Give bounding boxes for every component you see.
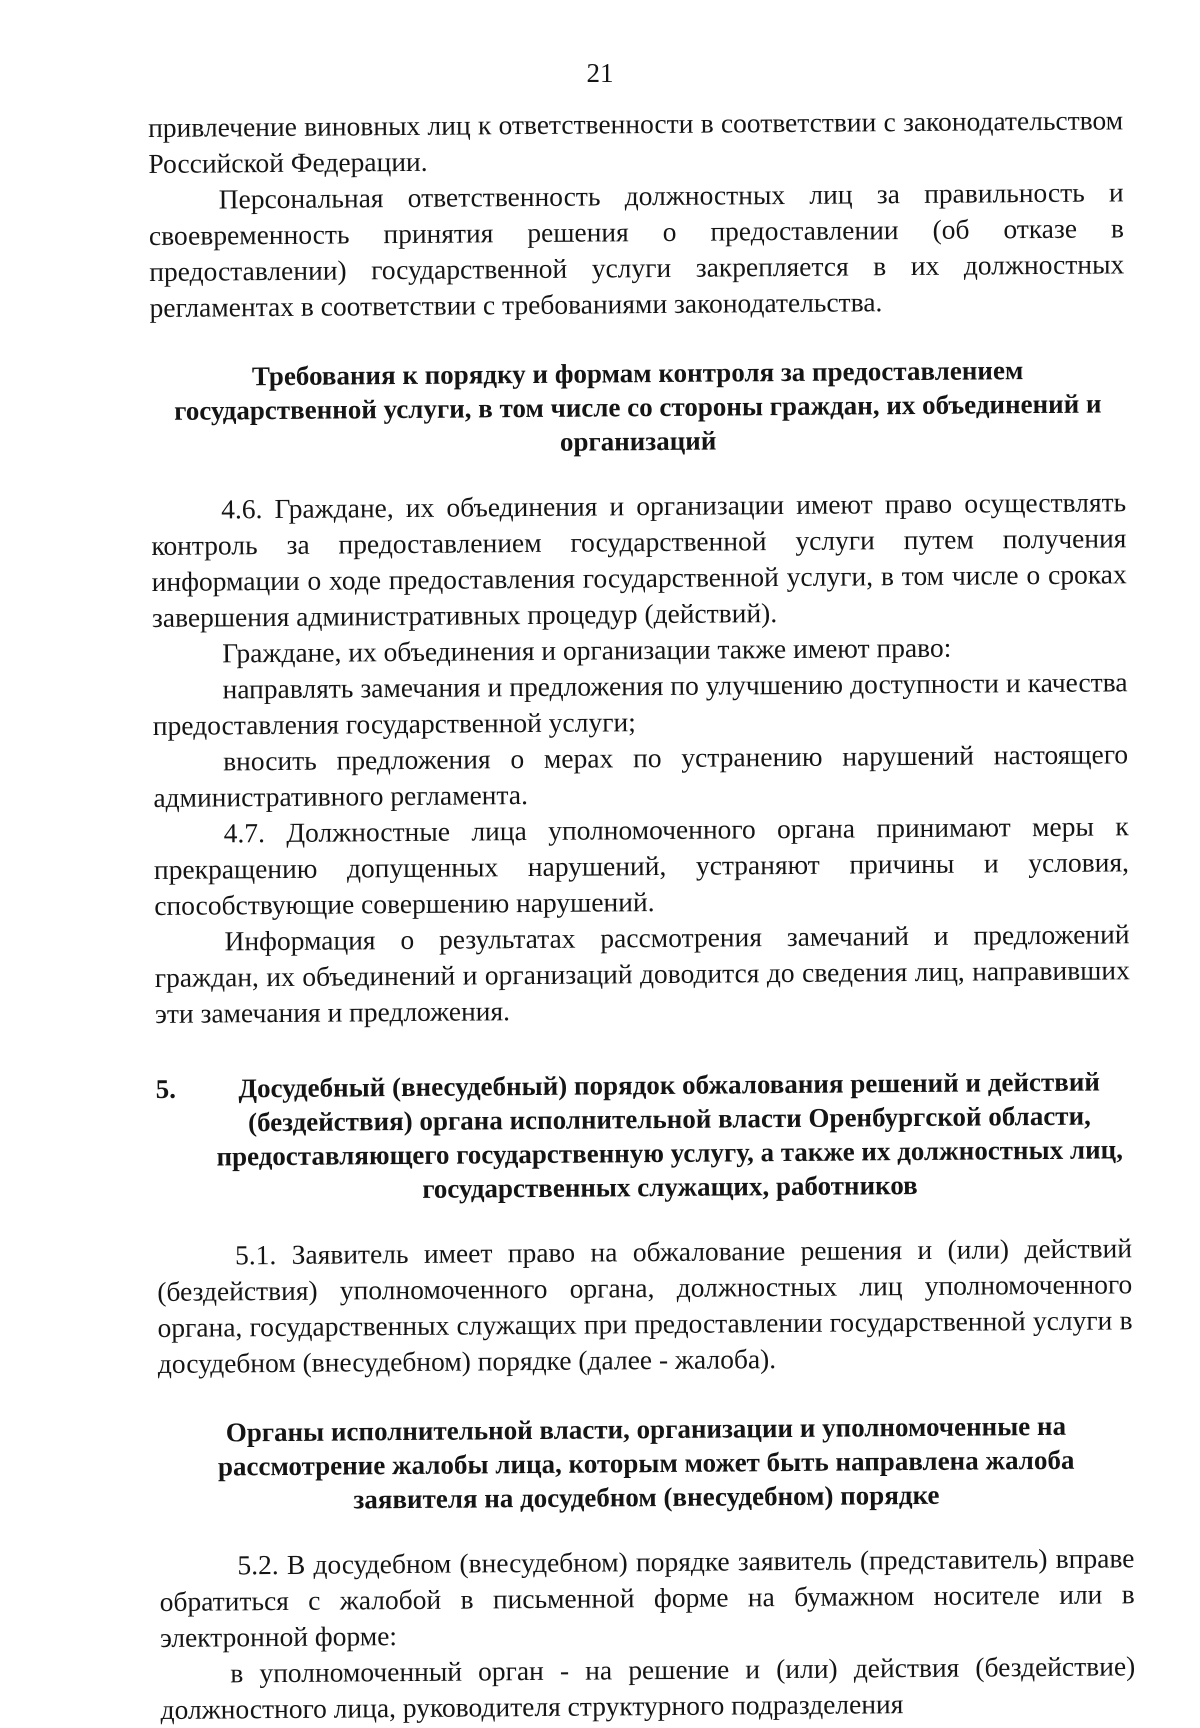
paragraph-5-2: 5.2. В досудебном (внесудебном) порядке заявитель (представитель) вправе обратиться с жалобой в письменной форме на бумажном носителе или в электронной форме: [159, 1542, 1135, 1653]
page-number: 21 [586, 58, 614, 88]
heading-complaint-bodies: Органы исполнительной власти, организации и уполномоченные на рассмотрение жалобы лица, которым может быть направлена жалоба заявителя на досудебном (внесудебном) порядке [217, 1410, 1075, 1515]
document-body [148, 102, 1136, 1728]
paragraph-proposals: вносить предложения о мерах по устранению нарушений настоящего административного регламента. [153, 738, 1129, 813]
paragraph-liability: привлечение виновных лиц к ответственности в соответствии с законодательством Российской Федерации. [148, 104, 1124, 179]
heading-control-requirements: Требования к порядку и формам контроля за предоставлением государственной услуги, в том числе со стороны граждан, их объединений и организаций [174, 355, 1102, 457]
paragraph-5-1: 5.1. Заявитель имеет право на обжалование решения и (или) действий (бездействия) уполномоченного органа, должностных лиц уполномоченного органа, государственных служащих при предоставлении государственной услуги в досудебном (внесудебном) порядке (далее - жалоба). [157, 1232, 1133, 1379]
paragraph-results-info: Информация о результатах рассмотрения замечаний и предложений граждан, их объединений и организаций доводится до сведения лиц, направивших эти замечания и предложения. [154, 918, 1130, 1029]
section-5-heading [156, 1064, 1132, 1208]
paragraph-send-remarks: направлять замечания и предложения по улучшению доступности и качества предоставления государственной услуги; [152, 666, 1128, 741]
paragraph-citizens-rights: Граждане, их объединения и организации также имеют право: [222, 631, 952, 669]
section-5-title: Досудебный (внесудебный) порядок обжалования решений и действий (бездействия) органа исполнительной власти Оренбургской области, предоставляющего государственную услугу, а также их должностных лиц, государственных служащих, работников [216, 1066, 1124, 1204]
section-number: 5. [155, 1073, 177, 1104]
paragraph-4-6: 4.6. Граждане, их объединения и организации имеют право осуществлять контроль за предоставлением государственной услуги путем получения информации о ходе предоставления государственной услуги, в том числе о сроках завершения административных процедур (действий). [151, 486, 1127, 633]
paragraph-4-7: 4.7. Должностные лица уполномоченного органа принимают меры к прекращению допущенных нарушений, устраняют причины и условия, способствующие совершению нарушений. [153, 810, 1130, 921]
paragraph-personal-responsibility: Персональная ответственность должностных лиц за правильность и своевременность принятия решения о предоставлении (об отказе в предоставлении) государственной услуги закрепляется в их должностных регламентах в соответствии с требованиями законодательства. [148, 176, 1125, 323]
paragraph-authorized-body: в уполномоченный орган - на решение и (или) действия (бездействие) должностного лица, руководителя структурного подразделения [160, 1650, 1136, 1725]
